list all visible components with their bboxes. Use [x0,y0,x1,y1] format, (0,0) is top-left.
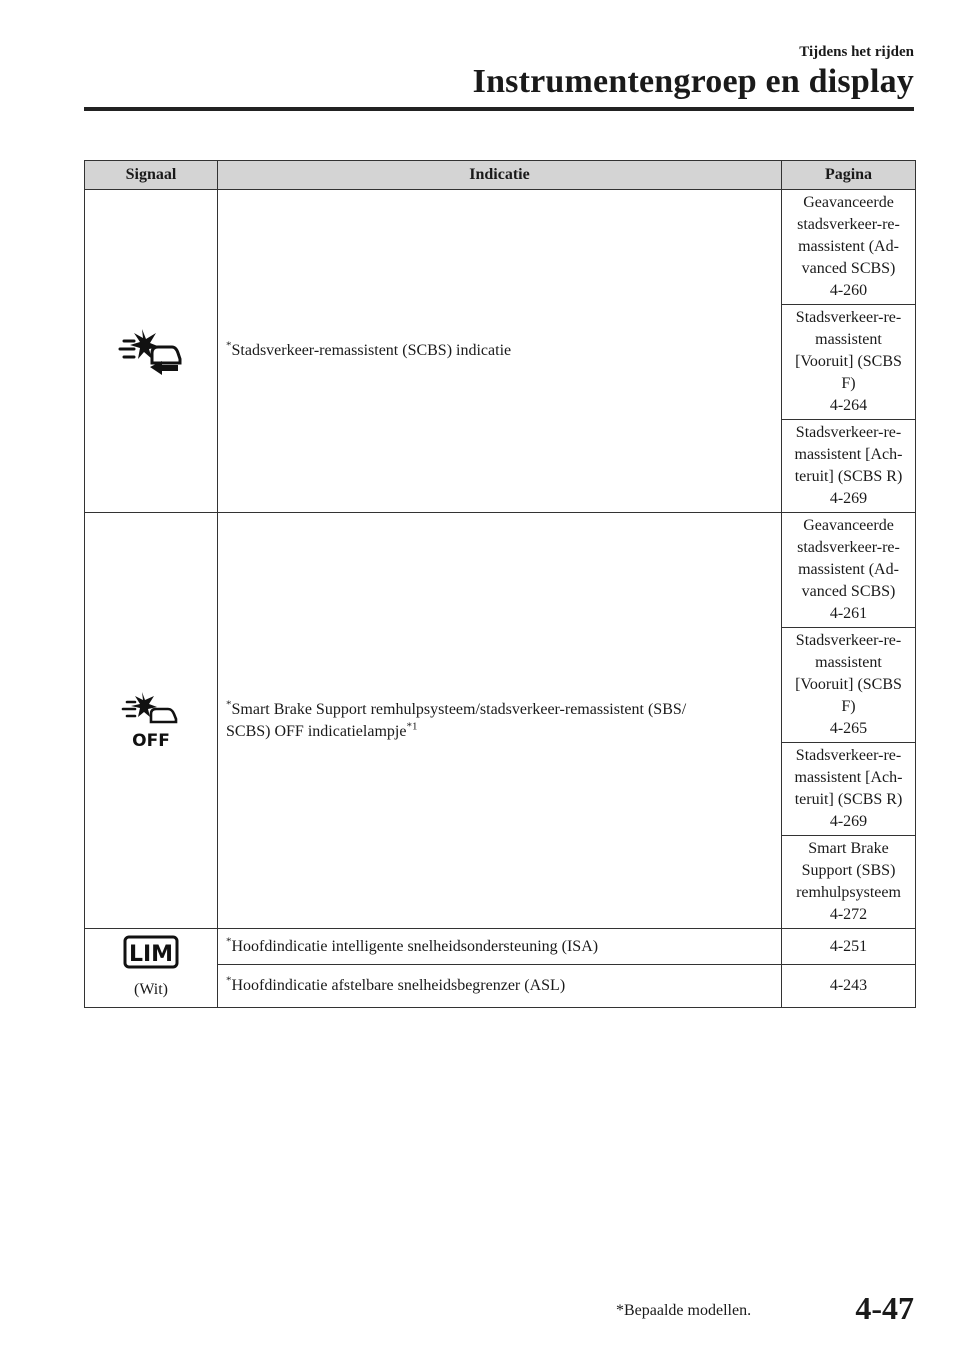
color-caption: (Wit) [133,981,168,998]
scbs-off-icon [119,690,183,752]
table-row [85,190,916,305]
scbs-collision-icon [116,325,186,377]
section-title: Tijdens het rijden [799,44,914,60]
page-ref-cell: Stadsverkeer-re- massistent [Vooruit] (SCBS F) 4-265 [782,628,916,743]
page-ref-cell: 4-251 [782,929,916,965]
page-ref-cell: Smart Brake Support (SBS) remhulpsysteem 4-272 [782,836,916,929]
footnote: *Bepaalde modellen. [616,1302,752,1319]
indication-cell: *Hoofdindicatie afstelbare snelheidsbegrenzer (ASL) [218,965,782,1008]
col-header-indication: Indicatie [218,161,782,190]
table-row [85,929,916,965]
page-title: Instrumentengroep en display [472,63,914,100]
indication-cell: *Smart Brake Support remhulpsysteem/stadsverkeer-remassistent (SBS/ SCBS) OFF indicatielampje$^{*1}$ [218,513,782,929]
indication-cell: *Hoofdindicatie intelligente snelheidsondersteuning (ISA) [218,929,782,965]
page-ref-cell: Stadsverkeer-re- massistent [Ach- teruit] (SCBS R) 4-269 [782,743,916,836]
indication-cell: *Stadsverkeer-remassistent (SCBS) indicatie [218,190,782,513]
header-divider [84,107,914,111]
page-ref-cell: Geavanceerde stadsverkeer-re- massistent (Ad- vanced SCBS) 4-260 [782,190,916,305]
page-ref-cell: Geavanceerde stadsverkeer-re- massistent (Ad- vanced SCBS) 4-261 [782,513,916,628]
signal-cell [85,929,218,1008]
table-header-row [85,161,916,190]
col-header-signal: Signaal [85,161,218,190]
page-ref-cell: Stadsverkeer-re- massistent [Vooruit] (SCBS F) 4-264 [782,305,916,420]
page-ref-cell: 4-243 [782,965,916,1008]
page-ref-cell: Stadsverkeer-re- massistent [Ach- teruit] (SCBS R) 4-269 [782,420,916,513]
page-number: 4-47 [855,1290,914,1326]
col-header-page: Pagina [782,161,916,190]
lim-icon [123,935,179,969]
signal-table [84,160,916,1008]
off-label: OFF [132,730,170,751]
lim-label: LIM [128,942,174,967]
table-row [85,513,916,628]
signal-cell [85,513,218,929]
signal-cell [85,190,218,513]
